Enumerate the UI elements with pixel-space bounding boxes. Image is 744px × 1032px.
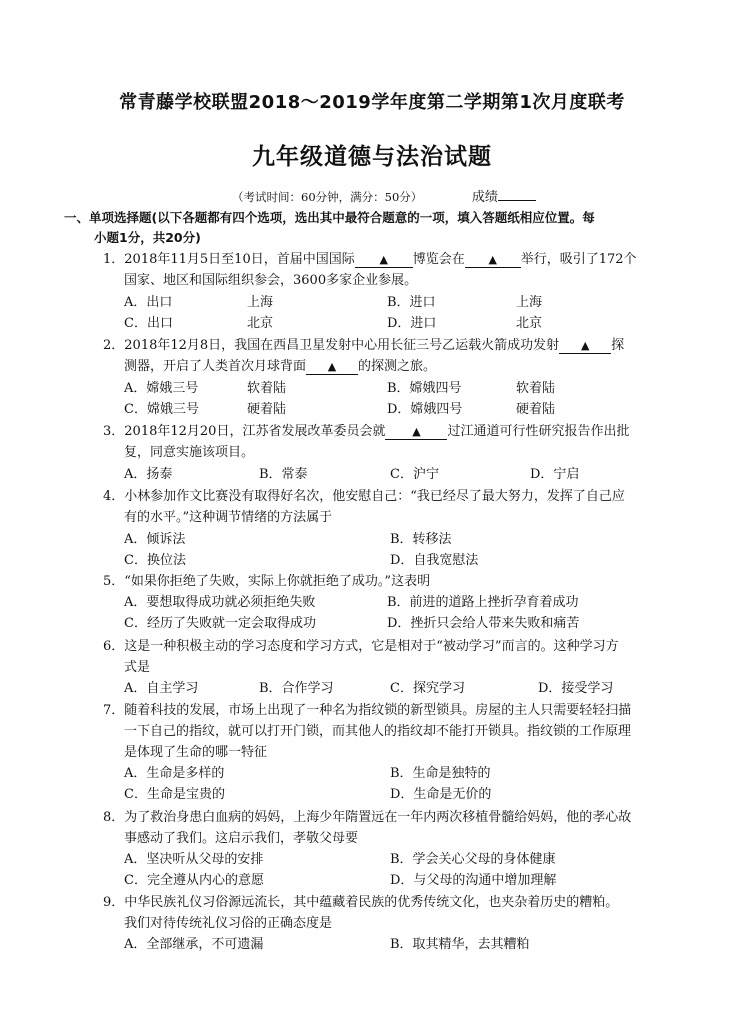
option-d-detail: 硬着陆 xyxy=(516,402,556,417)
option-c: C．探究学习 xyxy=(390,681,465,696)
option-c: C．沪宁 xyxy=(390,467,439,482)
option-b-detail: 软着陆 xyxy=(516,381,556,396)
option-b: B．取其精华，去其糟粕 xyxy=(390,937,530,952)
answer-blank xyxy=(465,253,521,268)
option-b: B．前进的道路上挫折孕育着成功 xyxy=(387,595,579,610)
question-3-text-b: 过江通道可行性研究报告作出批 xyxy=(447,424,630,439)
blank-marker: ▲ xyxy=(580,339,590,352)
question-1-line2: 国家、地区和国际组织参会，3600多家企业参展。 xyxy=(124,273,418,288)
question-7-line2: 一下自己的指纹，就可以打开门锁，而其他人的指纹却不能打开锁具。指纹锁的工作原理 xyxy=(124,724,632,739)
answer-blank xyxy=(306,360,358,375)
question-1-text-b: 博览会在 xyxy=(412,252,465,267)
blank-marker: ▲ xyxy=(412,425,421,438)
question-4-line1: 4．小林参加作文比赛没有取得好名次，他安慰自己：“我已经尽了最大努力，发挥了自己应 xyxy=(103,489,625,504)
option-a: A．要想取得成功就必须拒绝失败 xyxy=(124,595,316,610)
question-2-text-d: 的探测之旅。 xyxy=(358,359,437,374)
option-a: A．全部继承，不可遗漏 xyxy=(124,937,264,952)
option-b: B．学会关心父母的身体健康 xyxy=(390,852,556,867)
option-c: C．出口 xyxy=(124,316,173,331)
answer-blank xyxy=(385,425,447,440)
question-2-text-b: 探 xyxy=(611,338,625,353)
question-3-line1 xyxy=(103,422,629,442)
question-4-line2: 有的水平。”这种调节情绪的方法属于 xyxy=(124,510,333,525)
question-1-line1 xyxy=(103,250,637,270)
exam-info xyxy=(232,186,536,205)
option-b: B．合作学习 xyxy=(259,681,334,696)
exam-time-info: （考试时间：60分钟，满分：50分） xyxy=(232,190,423,204)
blank-marker: ▲ xyxy=(379,253,388,266)
question-3-line2: 复，同意实施该项目。 xyxy=(124,445,255,460)
option-d: D．与父母的沟通中增加理解 xyxy=(390,873,557,888)
option-b: B．生命是独特的 xyxy=(390,766,491,781)
option-a: A．倾诉法 xyxy=(124,532,186,547)
option-b: B．常泰 xyxy=(259,467,308,482)
question-8-line1: 8．为了救治身患白血病的妈妈，上海少年隋置远在一年内两次移植骨髓给妈妈，他的孝心故 xyxy=(103,810,632,825)
question-6-line2: 式是 xyxy=(124,660,151,675)
question-6-line1: 6．这是一种积极主动的学习态度和学习方式，它是相对于“被动学习”而言的。这种学习方 xyxy=(103,639,619,654)
question-1-text-a: 1．2018年11月5日至10日，首届中国国际 xyxy=(103,252,355,267)
option-d: D．自我宽慰法 xyxy=(390,553,479,568)
section-heading xyxy=(64,208,684,248)
option-b: B．转移法 xyxy=(390,532,452,547)
question-8-line2: 事感动了我们。这启示我们，孝敬父母要 xyxy=(124,831,359,846)
option-a-detail: 软着陆 xyxy=(247,381,287,396)
section-heading-line1: 一、单项选择题(以下各题都有四个选项，选出其中最符合题意的一项，填入答题纸相应位置。每 xyxy=(64,210,595,225)
option-a: A．嫦娥三号 xyxy=(124,381,199,396)
option-d-detail: 北京 xyxy=(516,316,543,331)
option-d: D．接受学习 xyxy=(538,681,614,696)
option-d: D．嫦娥四号 xyxy=(387,402,463,417)
question-1-text-c: 举行，吸引了172个 xyxy=(520,252,637,267)
question-2-text-c: 测器，开启了人类首次月球背面 xyxy=(124,359,307,374)
score-blank xyxy=(498,190,536,201)
answer-blank xyxy=(559,339,611,354)
option-d: D．挫折只会给人带来失败和痛苦 xyxy=(387,616,580,631)
question-3-text-a: 3．2018年12月20日，江苏省发展改革委员会就 xyxy=(103,424,386,439)
option-d: D．生命是无价的 xyxy=(390,787,492,802)
option-d: D．宁启 xyxy=(530,467,580,482)
option-a: A．自主学习 xyxy=(124,681,199,696)
option-c: C．经历了失败就一定会取得成功 xyxy=(124,616,316,631)
option-b: B．进口 xyxy=(387,295,436,310)
option-a: A．坚决听从父母的安排 xyxy=(124,852,264,867)
option-a: A．生命是多样的 xyxy=(124,766,225,781)
section-heading-line2: 小题1分，共20分) xyxy=(94,230,201,245)
option-c: C．生命是宝贵的 xyxy=(124,787,225,802)
question-2-line2 xyxy=(124,357,436,377)
option-c: C．换位法 xyxy=(124,553,186,568)
option-a: A．出口 xyxy=(124,295,173,310)
blank-marker: ▲ xyxy=(488,253,497,266)
question-2-line1 xyxy=(103,336,624,356)
question-9-line1: 9．中华民族礼仪习俗源远流长，其中蕴藏着民族的优秀传统文化，也夹杂着历史的糟粕。 xyxy=(103,895,619,910)
exam-subtitle: 九年级道德与法治试题 xyxy=(252,144,492,170)
option-d: D．进口 xyxy=(387,316,437,331)
blank-marker: ▲ xyxy=(327,360,337,373)
score-label: 成绩 xyxy=(471,190,498,205)
option-a: A．扬泰 xyxy=(124,467,173,482)
option-c: C．嫦娥三号 xyxy=(124,402,199,417)
option-c-detail: 北京 xyxy=(247,316,274,331)
question-9-line2: 我们对待传统礼仪习俗的正确态度是 xyxy=(124,916,333,931)
question-5-line1: 5．“如果你拒绝了失败，实际上你就拒绝了成功。”这表明 xyxy=(103,574,431,589)
answer-blank xyxy=(355,253,413,268)
option-b-detail: 上海 xyxy=(516,295,543,310)
question-7-line1: 7．随着科技的发展，市场上出现了一种名为指纹锁的新型锁具。房屋的主人只需要轻轻扫描 xyxy=(103,703,632,718)
question-2-text-a: 2．2018年12月8日，我国在西昌卫星发射中心用长征三号乙运载火箭成功发射 xyxy=(103,338,560,353)
option-a-detail: 上海 xyxy=(247,295,274,310)
question-7-line3: 是体现了生命的哪一特征 xyxy=(124,745,268,760)
option-c: C．完全遵从内心的意愿 xyxy=(124,873,264,888)
option-c-detail: 硬着陆 xyxy=(247,402,287,417)
exam-title: 常青藤学校联盟2018～2019学年度第二学期第1次月度联考 xyxy=(119,92,625,113)
option-b: B．嫦娥四号 xyxy=(387,381,462,396)
